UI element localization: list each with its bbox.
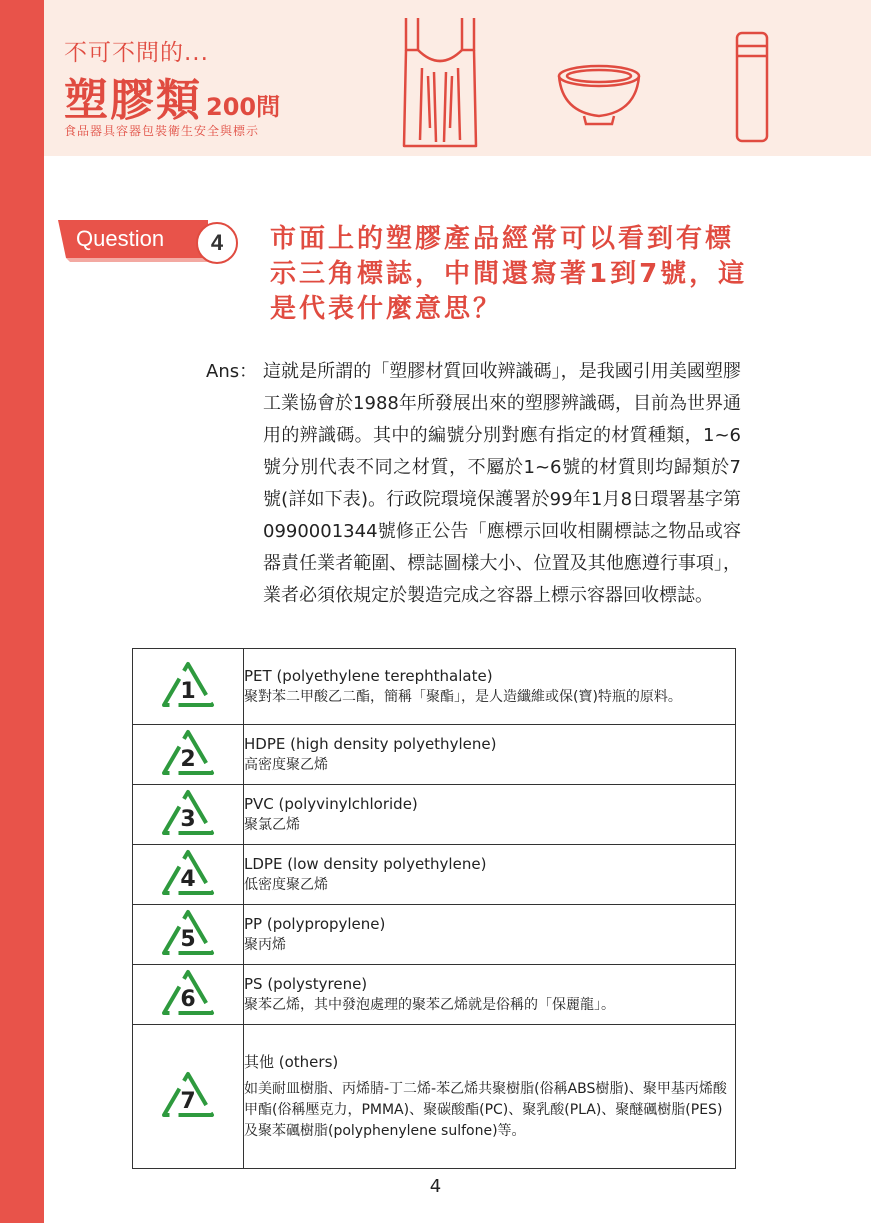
page-number: 4 <box>429 1176 442 1197</box>
table-row <box>133 905 736 965</box>
series-subtitle: 食品器具容器包裝衛生安全與標示 <box>64 124 260 138</box>
resin-description-cell <box>244 965 736 1025</box>
recycle-triangle-icon <box>159 727 217 779</box>
resin-chinese-desc: 高密度聚乙烯 <box>244 756 328 773</box>
table-row <box>133 725 736 785</box>
resin-code-number: 5 <box>180 926 196 952</box>
resin-code-number: 6 <box>180 986 196 1012</box>
recycle-symbol-cell <box>133 725 244 785</box>
resin-english-name: HDPE (high density polyethylene) <box>244 734 497 753</box>
bowl-icon <box>554 62 644 128</box>
recycle-symbol-cell <box>133 785 244 845</box>
resin-chinese-desc: 聚對苯二甲酸乙二酯，簡稱「聚酯」，是人造纖維或保(寶)特瓶的原料。 <box>244 688 682 705</box>
resin-english-name: PP (polypropylene) <box>244 914 386 933</box>
resin-description-cell <box>244 845 736 905</box>
recycle-triangle-icon <box>159 847 217 899</box>
recycle-symbol-cell <box>133 1025 244 1169</box>
table-row <box>133 845 736 905</box>
series-count: 200問 <box>206 93 281 121</box>
table-row <box>133 785 736 845</box>
resin-english-name: PVC (polyvinylchloride) <box>244 794 418 813</box>
side-accent-bar <box>0 0 44 1223</box>
resin-chinese-desc: 聚苯乙烯，其中發泡處理的聚苯乙烯就是俗稱的「保麗龍」。 <box>244 996 615 1013</box>
series-main-text: 塑膠類 <box>64 75 202 126</box>
recycle-symbol-cell <box>133 845 244 905</box>
recycle-symbol-cell <box>133 905 244 965</box>
resin-chinese-desc: 聚丙烯 <box>244 936 286 953</box>
question-tag-label: Question <box>76 226 165 251</box>
question-number: 4 <box>196 222 238 264</box>
series-title-main <box>64 64 280 128</box>
recycle-triangle-icon <box>159 1069 217 1121</box>
question-title: 市面上的塑膠產品經常可以看到有標示三角標誌，中間還寫著1到7號，這是代表什麼意思？ <box>270 224 748 324</box>
recycle-triangle-icon <box>159 907 217 959</box>
recycle-triangle-icon <box>159 787 217 839</box>
resin-chinese-desc: 如美耐皿樹脂、丙烯腈-丁二烯-苯乙烯共聚樹脂(俗稱ABS樹脂)、聚甲基丙烯酸甲酯(俗稱壓克力，PMMA)、聚碳酸酯(PC)、聚乳酸(PLA)、聚醚碸樹脂(PES)及聚苯碸樹脂(polyphenylene sulfone)等。 <box>244 1080 727 1139</box>
resin-code-number: 2 <box>180 746 196 772</box>
resin-description-cell <box>244 1025 736 1169</box>
resin-code-number: 1 <box>180 678 196 704</box>
resin-english-name: PET (polyethylene terephthalate) <box>244 666 493 685</box>
resin-chinese-desc: 聚氯乙烯 <box>244 816 300 833</box>
recycle-symbol-cell <box>133 965 244 1025</box>
answer-label: Ans： <box>206 361 258 382</box>
table-row <box>133 649 736 725</box>
resin-code-number: 4 <box>180 866 196 892</box>
resin-english-name: LDPE (low density polyethylene) <box>244 854 487 873</box>
recycle-symbol-cell <box>133 649 244 725</box>
resin-english-name: PS (polystyrene) <box>244 974 368 993</box>
recycle-triangle-icon <box>159 967 217 1019</box>
answer-text: 這就是所謂的「塑膠材質回收辨識碼」，是我國引用美國塑膠工業協會於1988年所發展出來的塑膠辨識碼，目前為世界通用的辨識碼。其中的編號分別對應有指定的材質種類，1~6號分別代表不同之材質，不屬於1~6號的材質則均歸類於7號(詳如下表)。行政院環境保護署於99年1月8日環署基字第0990001344號修正公告「應標示回收相關標誌之物品或容器責任業者範圍、標誌圖樣大小、位置及其他應遵行事項」，業者必須依規定於製造完成之容器上標示容器回收標誌。 <box>263 361 741 606</box>
plastic-bag-icon <box>400 10 480 150</box>
table-row <box>133 965 736 1025</box>
bottle-icon <box>734 30 770 144</box>
resin-description-cell <box>244 649 736 725</box>
table-row <box>133 1025 736 1169</box>
resin-description-cell <box>244 905 736 965</box>
resin-description-cell <box>244 785 736 845</box>
resin-chinese-desc: 低密度聚乙烯 <box>244 876 328 893</box>
resin-code-number: 7 <box>180 1088 196 1114</box>
resin-code-table <box>132 648 736 1169</box>
resin-description-cell <box>244 725 736 785</box>
recycle-triangle-icon <box>159 659 217 711</box>
series-title-line1: 不可不問的... <box>64 40 209 66</box>
resin-english-name: 其他 (others) <box>244 1052 339 1071</box>
resin-code-number: 3 <box>180 806 196 832</box>
